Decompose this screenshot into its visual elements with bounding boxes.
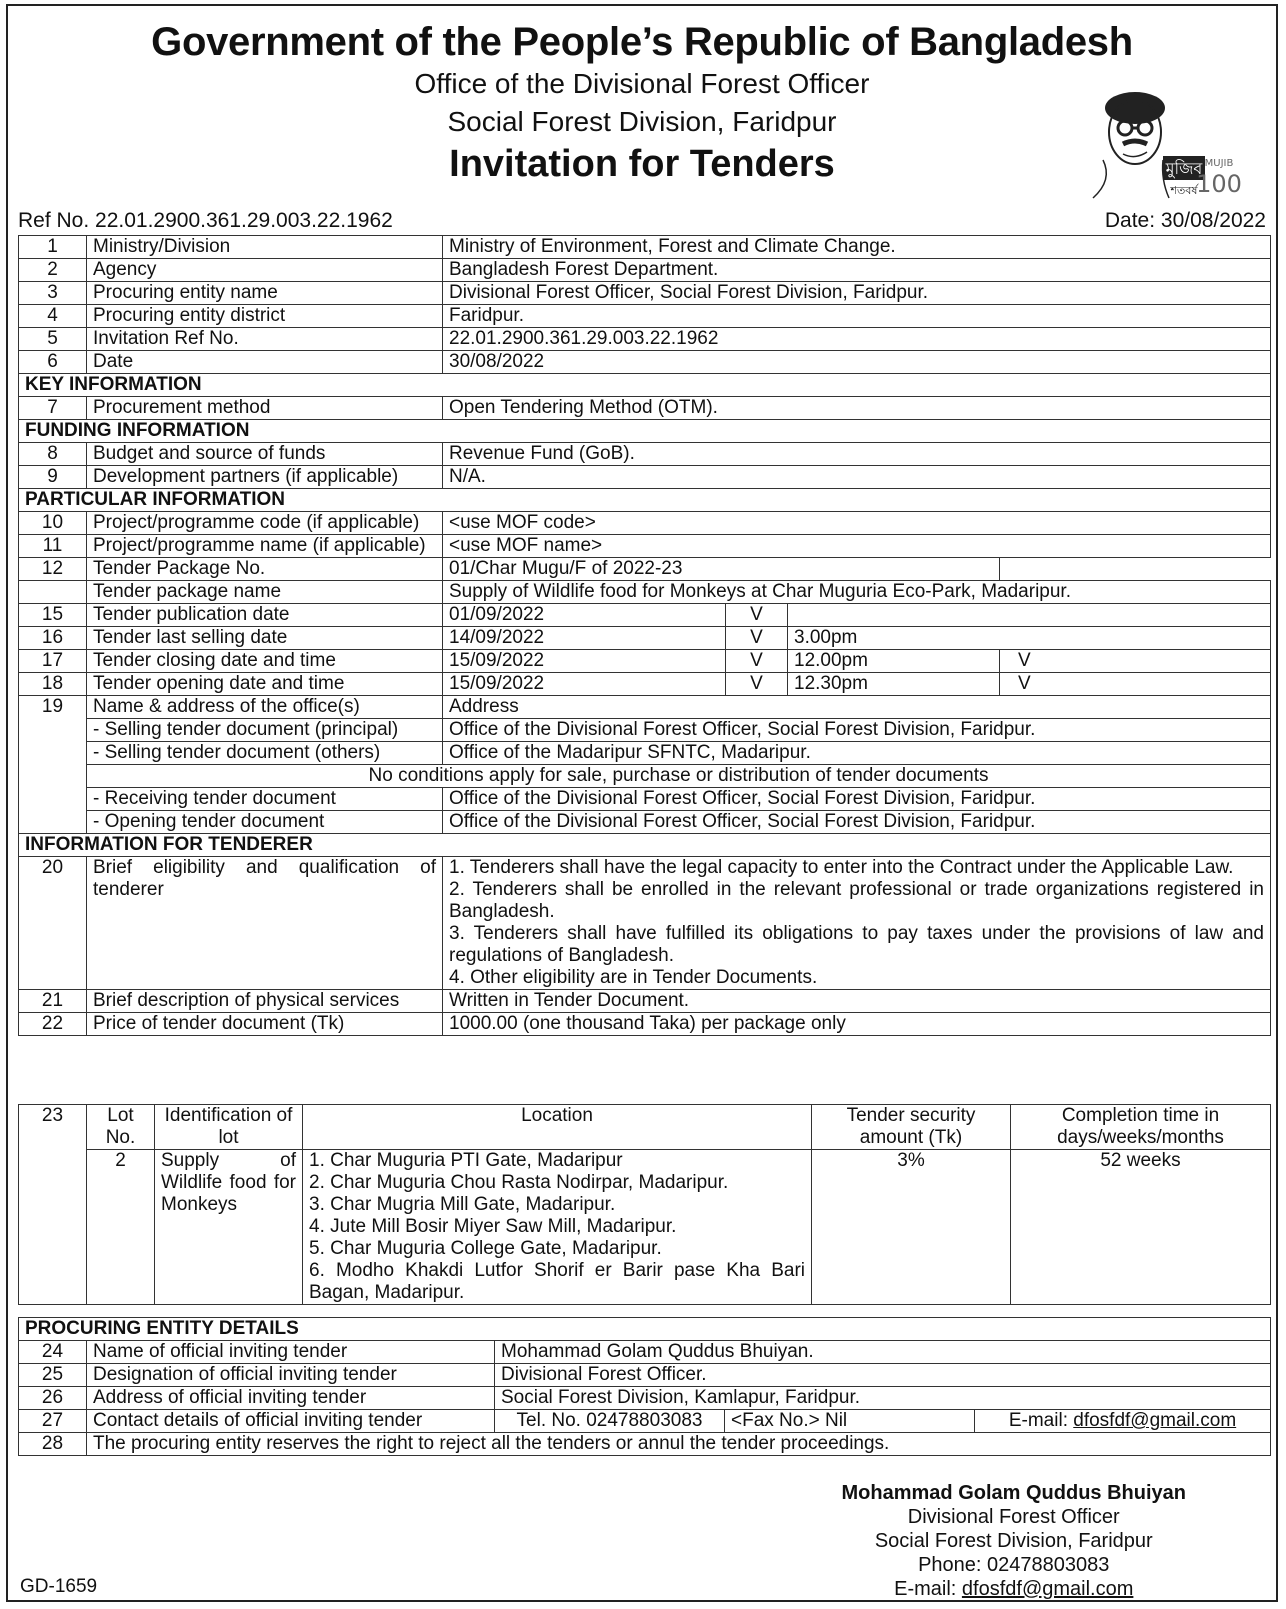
lot-table <box>18 1104 1271 1305</box>
table-row: 26 Address of official inviting tender Social Forest Division, Kamlapur, Faridpur. <box>19 1387 1271 1410</box>
table-row: 10 Project/programme code (if applicable) <use MOF code> <box>19 512 1271 535</box>
signatory-name: Mohammad Golam Quddus Bhuiyan <box>841 1482 1186 1504</box>
table-row: 8 Budget and source of funds Revenue Fund (GoB). <box>19 443 1271 466</box>
table-row: 28 The procuring entity reserves the right to reject all the tenders or annul the tender proceedings. <box>19 1433 1271 1456</box>
notice-title: Invitation for Tenders <box>449 143 835 185</box>
section-heading: PARTICULAR INFORMATION <box>19 489 1271 512</box>
section-heading: PROCURING ENTITY DETAILS <box>19 1318 1271 1341</box>
section-heading: KEY INFORMATION <box>19 374 1271 397</box>
signatory-email-link[interactable]: dfosfdf@gmail.com <box>961 1578 1134 1600</box>
signatory-designation: Divisional Forest Officer <box>907 1506 1120 1528</box>
table-row: 3 Procuring entity name Divisional Forest Officer, Social Forest Division, Faridpur. <box>19 282 1271 305</box>
table-row: 11 Project/programme name (if applicable) <use MOF name> <box>19 535 1271 558</box>
table-row: 21 Brief description of physical services Written in Tender Document. <box>19 990 1271 1013</box>
gd-code: GD-1659 <box>20 1576 98 1597</box>
lot-header-row: 23 Lot No. Identification of lot Location Tender security amount (Tk) Completion time in days/weeks/months <box>19 1105 1271 1150</box>
signatory-office: Social Forest Division, Faridpur <box>874 1530 1153 1552</box>
ref-number: Ref No. 22.01.2900.361.29.003.22.1962 <box>18 209 393 232</box>
logo-mujib-text: MUJIB <box>1204 158 1234 169</box>
signature-block <box>842 1481 1186 1601</box>
table-row: 1 Ministry/Division Ministry of Environment, Forest and Climate Change. <box>19 236 1271 259</box>
signatory-email-line: E-mail: dfosfdf@gmail.com <box>894 1578 1134 1600</box>
table-row: 9 Development partners (if applicable) N/A. <box>19 466 1271 489</box>
notice-date: Date: 30/08/2022 <box>1104 209 1266 232</box>
eligibility-list: 1. Tenderers shall have the legal capacity to enter into the Contract under the Applicable Law. 2. Tenderers shall be enrolled in the relevant professional or trade organizations registered in Bangladesh. 3. Tenderers shall have fulfilled its obligations to pay taxes under the provisions of law and regulations of Bangladesh. 4. Other eligibility are in Tender Documents. <box>443 857 1271 990</box>
table-row: - Receiving tender document Office of the Divisional Forest Officer, Social Forest Division, Faridpur. <box>19 788 1271 811</box>
table-row: 25 Designation of official inviting tender Divisional Forest Officer. <box>19 1364 1271 1387</box>
location-list: 1. Char Muguria PTI Gate, Madaripur 2. Char Muguria Chou Rasta Nodirpar, Madaripur. 3. Char Mugria Mill Gate, Madaripur. 4. Jute Mill Bosir Miyer Saw Mill, Madaripur. 5. Char Muguria College Gate, Madaripur. 6. Modho Khakdi Lutfor Shorif er Barir pase Kha Bari Bagan, Madaripur. <box>303 1150 812 1305</box>
table-row: 2 Agency Bangladesh Forest Department. <box>19 259 1271 282</box>
table-row: Tender package name Supply of Wildlife food for Monkeys at Char Muguria Eco-Park, Madaripur. <box>19 581 1271 604</box>
government-title: Government of the People’s Republic of Bangladesh <box>151 20 1133 64</box>
table-row: 22 Price of tender document (Tk) 1000.00 (one thousand Taka) per package only <box>19 1013 1271 1036</box>
tender-notice <box>6 4 1278 1602</box>
section-heading: INFORMATION FOR TENDERER <box>19 834 1271 857</box>
table-row: - Opening tender document Office of the Divisional Forest Officer, Social Forest Division, Faridpur. <box>19 811 1271 834</box>
logo-100-text: 100 <box>1196 170 1242 198</box>
office-name: Office of the Divisional Forest Officer <box>414 68 870 99</box>
signatory-phone: Phone: 02478803083 <box>918 1554 1110 1576</box>
table-row: 27 Contact details of official inviting tender Tel. No. 02478803083 <Fax No.> Nil E-mail: dfosfdf@gmail.com <box>19 1410 1271 1433</box>
table-row: 4 Procuring entity district Faridpur. <box>19 305 1271 328</box>
table-row: 18 Tender opening date and time 15/09/2022 V 12.30pm V <box>19 673 1271 696</box>
table-row: 19 Name & address of the office(s) Address <box>19 696 1271 719</box>
contact-email-cell: E-mail: dfosfdf@gmail.com <box>975 1410 1271 1433</box>
table-row: - Selling tender document (others) Office of the Madaripur SFNTC, Madaripur. <box>19 742 1271 765</box>
table-row: 12 Tender Package No. 01/Char Mugu/F of 2022-23 <box>19 558 1271 581</box>
table-row: 20 Brief eligibility and qualification of tenderer 1. Tenderers shall have the legal capacity to enter into the Contract under the Applicable Law. 2. Tenderers shall be enrolled in the relevant professional or trade organizations registered in Bangladesh. 3. Tenderers shall have fulfilled its obligations to pay taxes under the provisions of law and regulations of Bangladesh. 4. Other eligibility are in Tender Documents. <box>19 857 1271 990</box>
table-row: 24 Name of official inviting tender Mohammad Golam Quddus Bhuiyan. <box>19 1341 1271 1364</box>
logo-bengali-sub: শতবর্ষ <box>1170 184 1198 197</box>
lot-row: 2 Supply of Wildlife food for Monkeys 1. Char Muguria PTI Gate, Madaripur 2. Char Muguria Chou Rasta Nodirpar, Madaripur. 3. Char Mugria Mill Gate, Madaripur. 4. Jute Mill Bosir Miyer Saw Mill, Madaripur. 5. Char Muguria College Gate, Madaripur. 6. Modho Khakdi Lutfor Shorif er Barir pase Kha Bari Bagan, Madaripur. 3% 52 weeks <box>19 1150 1271 1305</box>
table-row: 15 Tender publication date 01/09/2022 V <box>19 604 1271 627</box>
mujib-100-logo <box>1083 80 1242 200</box>
logo-bengali-text: মুজিব <box>1165 159 1203 178</box>
table-row: 5 Invitation Ref No. 22.01.2900.361.29.003.22.1962 <box>19 328 1271 351</box>
division-name: Social Forest Division, Faridpur <box>447 106 837 137</box>
procuring-table <box>18 1317 1271 1456</box>
table-row: 16 Tender last selling date 14/09/2022 V 3.00pm <box>19 627 1271 650</box>
table-row: 7 Procurement method Open Tendering Method (OTM). <box>19 397 1271 420</box>
table-row: 17 Tender closing date and time 15/09/2022 V 12.00pm V <box>19 650 1271 673</box>
table-row: - Selling tender document (principal) Office of the Divisional Forest Officer, Social Forest Division, Faridpur. <box>19 719 1271 742</box>
contact-email-link[interactable]: dfosfdf@gmail.com <box>1073 1410 1237 1431</box>
section-heading: FUNDING INFORMATION <box>19 420 1271 443</box>
ref-row <box>18 209 1266 235</box>
table-row: 6 Date 30/08/2022 <box>19 351 1271 374</box>
main-table <box>18 235 1271 1036</box>
table-row: No conditions apply for sale, purchase or distribution of tender documents <box>19 765 1271 788</box>
